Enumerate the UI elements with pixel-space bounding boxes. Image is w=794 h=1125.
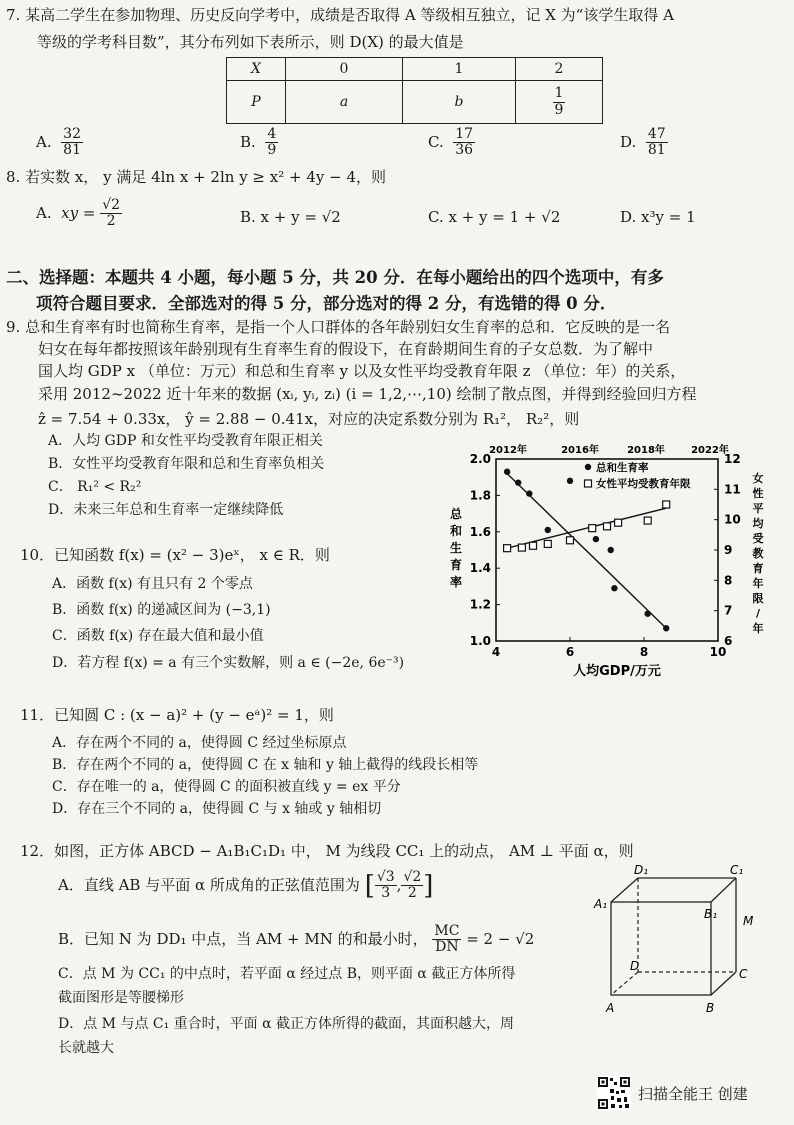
chart-y-right-label-char: 限 (752, 592, 764, 605)
q8-option-a: A. xy = $\frac{√2}{2}$ (36, 197, 121, 230)
q9-stem-line4: 采用 2012~2022 近十年来的数据 (xᵢ, yᵢ, zᵢ) (i = 1,2,⋯,10) 绘制了散点图，并得到经验回归方程 (38, 385, 697, 403)
chart-point-education (504, 545, 511, 552)
q12-option-c-line2: 截面图形是等腰梯形 (58, 990, 184, 1006)
q12-option-a: A．直线 AB 与平面 α 所成角的正弦值范围为 [ $\frac{√3}{3}$ , $\frac{√2}{2}$ ] (58, 869, 434, 902)
q7-option-d: D. $\frac{47}{81}$ (620, 126, 666, 159)
table-cell: X (227, 58, 286, 81)
q7-option-b: B. $\frac{4}{9}$ (240, 126, 277, 159)
q10-option-a: A．函数 f(x) 有且只有 2 个零点 (52, 576, 253, 592)
y-right-tick-label: 7 (724, 603, 733, 618)
chart-y-right-label-char: 育 (752, 562, 764, 575)
q12-option-d-line2: 长就越大 (58, 1040, 114, 1056)
q11-option-a: A．存在两个不同的 a，使得圆 C 经过坐标原点 (52, 735, 347, 751)
chart-point-fertility (504, 469, 510, 475)
y-left-tick-label: 1.2 (469, 597, 491, 612)
y-left-tick-label: 1.4 (469, 561, 491, 576)
chart-point-education (530, 542, 537, 549)
table-cell: a (286, 81, 403, 124)
y-right-tick-label: 12 (724, 452, 741, 466)
chart-point-fertility (515, 479, 521, 485)
cube-label-a: A (606, 1001, 615, 1015)
q8-stem: 8. 若实数 x， y 满足 4ln x + 2ln y ≥ x² + 4y − 4，则 (6, 168, 387, 186)
chart-y-right-label-char: 性 (752, 487, 764, 500)
chart-x-axis-label: 人均GDP/万元 (573, 664, 661, 679)
legend-label-education: 女性平均受教育年限 (596, 478, 691, 490)
q7-option-c: C. $\frac{17}{36}$ (428, 126, 474, 159)
q9-option-a: A．人均 GDP 和女性平均受教育年限正相关 (48, 433, 323, 449)
q8-option-b: B. x + y = √2 (240, 208, 341, 226)
q9-option-b: B．女性平均受教育年限和总和生育率负相关 (48, 456, 325, 472)
chart-y-right-label-char: 平 (752, 502, 764, 515)
q11-option-c: C．存在唯一的 a，使得圆 C 的面积被直线 y = ex 平分 (52, 779, 401, 795)
q10-option-d: D．若方程 f(x) = a 有三个实数解，则 a ∈ (−2e, 6e⁻³) (52, 655, 405, 671)
chart-point-fertility (611, 585, 617, 591)
chart-point-education (663, 501, 670, 508)
x-tick-label: 8 (639, 645, 649, 659)
cube-label-b: B (706, 1001, 715, 1015)
y-left-tick-label: 1.0 (469, 634, 491, 648)
cube-label-a1: A₁ (594, 897, 608, 911)
chart-point-education (544, 540, 551, 547)
chart-y-right-label-char: 年 (752, 577, 764, 590)
q9-option-c: C． R₁² < R₂² (48, 479, 142, 495)
chart-year-label: 2018年 (627, 445, 665, 456)
x-tick-label: 6 (565, 645, 575, 659)
cube-label-c: C (739, 967, 748, 981)
y-right-tick-label: 11 (724, 482, 741, 497)
chart-point-education (615, 519, 622, 526)
q12-option-d-line1: D．点 M 与点 C₁ 重合时，平面 α 截正方体所得的截面，其面积越大，周 (58, 1016, 515, 1032)
q9-stem-line2: 妇女在每年都按照该年龄别现有生育率生育的假设下，在育龄期间生育的子女总数．为了解中 (38, 340, 654, 358)
chart-point-fertility (608, 547, 614, 553)
scanner-watermark: 扫描全能王 创建 (638, 1085, 748, 1103)
q9-stem-line1: 9. 总和生育率有时也简称生育率，是指一个人口群体的各年龄别妇女生育率的总和．它反映的是一名 (6, 318, 671, 336)
chart-fit-line-left (507, 474, 666, 629)
chart-y-left-label-char: 总 (449, 507, 463, 521)
q12-option-c-line1: C．点 M 为 CC₁ 的中点时，若平面 α 经过点 B，则平面 α 截正方体所得 (58, 966, 516, 982)
chart-y-right-label-char: / (755, 607, 761, 620)
chart-point-education (644, 517, 651, 524)
q10-stem: 10．已知函数 f(x) = (x² − 3)eˣ， x ∈ R．则 (20, 546, 330, 564)
q10-option-b: B．函数 f(x) 的递减区间为 (−3,1) (52, 602, 271, 618)
chart-y-left-label-char: 生 (449, 541, 463, 555)
chart-y-left-label-char: 育 (449, 558, 463, 572)
section2-heading-line2: 项符合题目要求．全部选对的得 5 分，部分选对的得 2 分，有选错的得 0 分． (36, 294, 617, 313)
q10-option-c: C．函数 f(x) 存在最大值和最小值 (52, 628, 264, 644)
y-right-tick-label: 9 (724, 543, 733, 557)
q8-option-d: D. x³y = 1 (620, 208, 696, 226)
y-left-tick-label: 1.6 (469, 524, 491, 539)
cube-label-d: D (630, 959, 640, 973)
chart-y-left-label-char: 率 (449, 575, 463, 589)
chart-y-left-label-char: 和 (449, 524, 463, 538)
table-cell: 2 (516, 58, 603, 81)
chart-point-education (567, 537, 574, 544)
x-tick-label: 10 (709, 645, 727, 659)
chart-point-fertility (593, 536, 599, 542)
chart-point-education (518, 544, 525, 551)
q9-stem-line3: 国人均 GDP x （单位：万元）和总和生育率 y 以及女性平均受教育年限 z （单位：年）的关系， (38, 362, 686, 380)
q9-scatter-chart (440, 436, 770, 680)
q11-option-d: D．存在三个不同的 a，使得圆 C 与 x 轴或 y 轴相切 (52, 801, 382, 817)
cube-label-d1: D₁ (634, 863, 649, 877)
x-tick-label: 4 (491, 645, 501, 659)
table-cell: b (403, 81, 516, 124)
table-cell: 0 (286, 58, 403, 81)
y-right-tick-label: 6 (724, 634, 733, 648)
fraction: $\frac{1}{9}$ (554, 85, 564, 118)
q12-option-b: B．已知 N 为 DD₁ 中点，当 AM + MN 的和最小时， $\frac{MC}{DN}$ = 2 − √2 (58, 923, 535, 956)
q9-option-d: D．未来三年总和生育率一定继续降低 (48, 502, 284, 518)
q7-stem-line1: 7. 某高二学生在参加物理、历史反向学考中，成绩是否取得 A 等级相互独立，记 X 为“该学生取得 A (6, 6, 674, 24)
y-left-tick-label: 1.8 (469, 488, 491, 503)
legend-label-fertility: 总和生育率 (596, 462, 649, 474)
chart-y-right-label-char: 女 (752, 472, 764, 485)
y-right-tick-label: 8 (724, 573, 733, 588)
legend-marker-fertility (585, 464, 591, 470)
table-cell: P (227, 81, 286, 124)
chart-point-fertility (567, 478, 573, 484)
q11-stem: 11．已知圆 C : (x − a)² + (y − eᵃ)² = 1，则 (20, 706, 334, 724)
q7-stem-line2: 等级的学考科目数”，其分布列如下表所示，则 D(X) 的最大值是 (37, 33, 464, 51)
qr-code-icon (597, 1076, 631, 1110)
cube-label-m: M (743, 914, 754, 928)
table-cell (516, 81, 603, 124)
q7-distribution-table (226, 57, 603, 124)
chart-point-education (604, 523, 611, 530)
q12-stem: 12．如图，正方体 ABCD − A₁B₁C₁D₁ 中， M 为线段 CC₁ 上的动点， AM ⊥ 平面 α，则 (20, 842, 634, 860)
legend-marker-education (585, 480, 592, 487)
table-cell: 1 (403, 58, 516, 81)
chart-y-right-label-char: 受 (752, 532, 764, 545)
cube-label-c1: C₁ (730, 863, 744, 877)
chart-point-fertility (663, 625, 669, 631)
chart-y-right-label-char: 均 (752, 517, 764, 530)
q9-stem-line5: ẑ = 7.54 + 0.33x， ŷ = 2.88 − 0.41x，对应的决定系数分别为 R₁²， R₂²，则 (38, 410, 580, 428)
chart-year-label: 2012年 (489, 445, 527, 456)
chart-y-right-label-char: 年 (752, 622, 764, 635)
y-left-tick-label: 2.0 (469, 452, 491, 466)
q12-cube-figure (586, 862, 762, 1022)
q7-option-a: A. $\frac{32}{81}$ (36, 126, 81, 159)
cube-label-b1: B₁ (704, 907, 718, 921)
chart-point-fertility (545, 527, 551, 533)
chart-point-fertility (526, 490, 532, 496)
chart-y-right-label-char: 教 (752, 547, 764, 560)
chart-point-fertility (645, 611, 651, 617)
q11-option-b: B．存在两个不同的 a，使得圆 C 在 x 轴和 y 轴上截得的线段长相等 (52, 757, 479, 773)
y-right-tick-label: 10 (724, 512, 741, 527)
chart-year-label: 2016年 (561, 445, 599, 456)
chart-point-education (589, 525, 596, 532)
chart-year-label: 2022年 (691, 445, 729, 456)
section2-heading-line1: 二、选择题：本题共 4 小题，每小题 5 分，共 20 分．在每小题给出的四个选项中，有多 (6, 268, 664, 287)
q8-option-c: C. x + y = 1 + √2 (428, 208, 561, 226)
